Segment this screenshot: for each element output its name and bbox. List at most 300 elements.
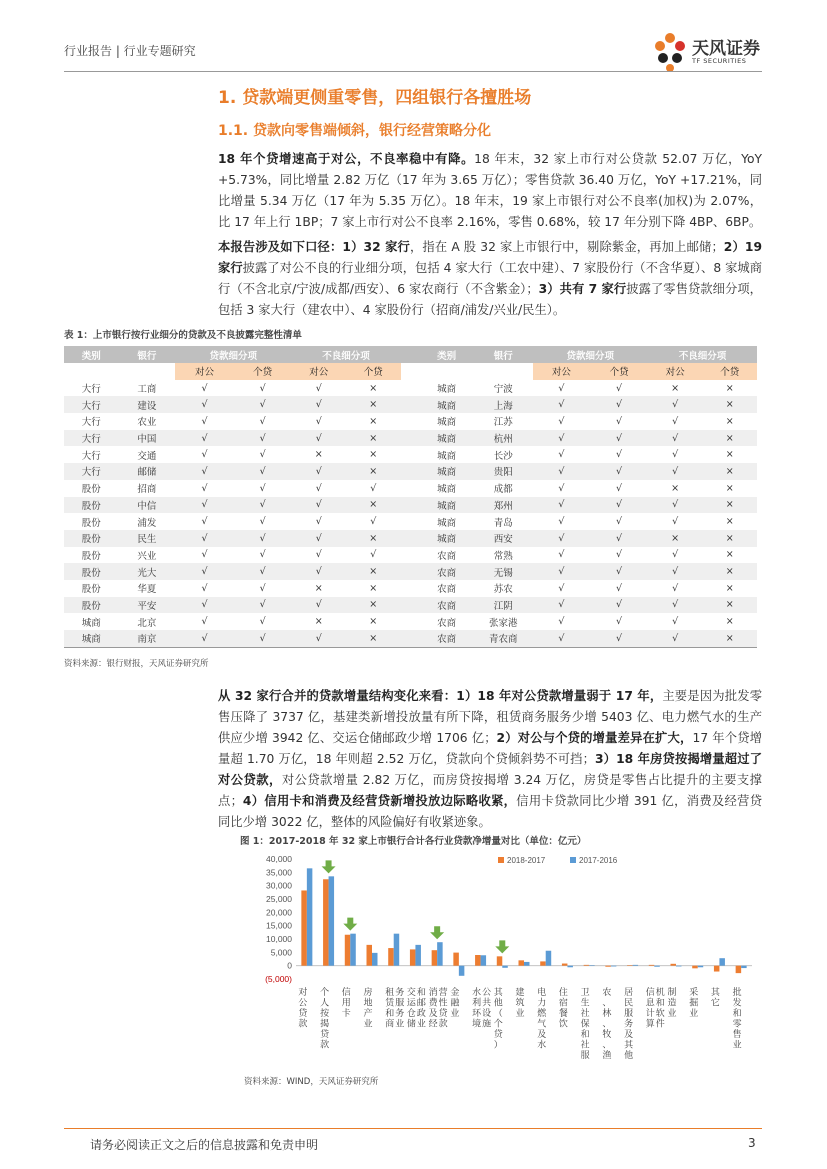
table-cell: × <box>346 497 401 514</box>
table-cell: √ <box>315 516 322 528</box>
table-cell: √ <box>370 516 377 528</box>
table-cell: √ <box>291 396 346 413</box>
table-cell: √ <box>533 597 591 614</box>
y-tick-label: 30,000 <box>266 880 292 891</box>
svg-text:业: 业 <box>515 1009 525 1019</box>
svg-text:仓: 仓 <box>406 1009 416 1019</box>
footer-divider <box>64 1128 762 1129</box>
report-header: 行业报告 | 行业专题研究 <box>64 44 196 58</box>
table-cell: √ <box>616 616 623 628</box>
spacer <box>401 446 420 463</box>
svg-text:卫: 卫 <box>580 988 590 998</box>
y-tick-label: (5,000) <box>265 974 292 984</box>
table-cell: 宁波 <box>493 384 513 396</box>
table-cell: √ <box>259 582 266 594</box>
svg-text:交: 交 <box>406 988 416 998</box>
table-cell: × <box>702 530 757 547</box>
table-cell: √ <box>590 497 648 514</box>
svg-text:租: 租 <box>385 988 395 998</box>
table-cell: × <box>725 549 734 561</box>
y-tick-label: 35,000 <box>266 867 292 878</box>
table-row <box>64 396 757 413</box>
x-tick-label <box>581 987 590 1061</box>
table-cell: √ <box>533 530 591 547</box>
table-title: 表 1：上市银行按行业细分的贷款及不良披露完整性清单 <box>64 330 302 341</box>
subheader-cell: 对公 <box>175 363 234 380</box>
table-cell: × <box>725 449 734 461</box>
table-cell: × <box>725 616 734 628</box>
table-cell: 大行 <box>64 463 119 480</box>
table-cell: √ <box>315 382 322 394</box>
table-row <box>64 446 757 463</box>
table-cell: √ <box>558 582 565 594</box>
x-tick-label <box>429 986 449 1030</box>
header-bank: 银行 <box>474 346 533 363</box>
chart-container <box>240 851 760 1069</box>
logo-name: 天风证券 <box>692 39 760 59</box>
svg-text:消: 消 <box>428 988 438 998</box>
svg-text:和: 和 <box>385 1009 395 1019</box>
bar-2018-8 <box>475 955 481 966</box>
subheader-cell: 对公 <box>533 363 591 380</box>
table-row <box>64 430 757 447</box>
svg-text:卡: 卡 <box>341 1009 351 1019</box>
x-tick-label <box>624 987 634 1061</box>
disclosure-table <box>64 346 757 648</box>
table-cell: √ <box>533 396 591 413</box>
svg-text:其: 其 <box>710 988 720 998</box>
svg-text:发: 发 <box>732 998 742 1009</box>
table-cell: 城商 <box>419 430 474 447</box>
table-cell: √ <box>259 382 266 394</box>
table-cell: √ <box>616 582 623 594</box>
table-cell: × <box>346 630 401 647</box>
table-cell: 杭州 <box>474 430 533 447</box>
table-cell: 股份 <box>81 550 101 562</box>
table-cell: √ <box>558 482 565 494</box>
svg-text:燃: 燃 <box>537 1009 547 1019</box>
table-cell: 大行 <box>64 430 119 447</box>
svg-text:邮: 邮 <box>416 998 426 1009</box>
svg-text:及: 及 <box>428 1009 438 1019</box>
table-cell: √ <box>370 549 377 561</box>
table-row <box>64 463 757 480</box>
p3-bold-3: 3）18 年房贷按揭增量超过了对公贷款， <box>218 752 762 787</box>
bar-2018-9 <box>497 956 503 965</box>
table-cell: × <box>369 582 378 594</box>
table-cell: √ <box>558 516 565 528</box>
svg-text:公: 公 <box>298 998 308 1009</box>
x-tick-label <box>450 986 460 1019</box>
p3-text-4: 信用卡贷款同比少增 391 亿，消费及经营贷同比少增 3022 亿，整体的风险偏好有收紧迹象。 <box>218 794 762 829</box>
svg-text:批: 批 <box>732 988 742 998</box>
table-cell: 大行 <box>64 396 119 413</box>
table-cell: × <box>346 597 401 614</box>
table-cell: √ <box>533 630 591 647</box>
x-tick-label <box>667 986 676 1019</box>
table-cell: √ <box>175 630 234 647</box>
table-cell: 上海 <box>474 396 533 413</box>
table-row <box>64 513 757 530</box>
table-cell: 青岛 <box>493 517 513 529</box>
table-cell: √ <box>259 616 266 628</box>
bar-2017-0 <box>307 868 313 965</box>
table-cell: 大行 <box>81 450 101 462</box>
table-cell: 城商 <box>437 450 457 462</box>
spacer <box>401 563 420 580</box>
y-tick-label: 15,000 <box>266 920 292 931</box>
y-tick-label: 40,000 <box>266 854 292 864</box>
table-cell: √ <box>616 516 623 528</box>
table-row <box>64 613 757 630</box>
svg-text:其: 其 <box>493 988 503 998</box>
svg-text:业: 业 <box>450 1009 460 1019</box>
paragraph-2 <box>218 237 762 321</box>
table-cell: √ <box>533 463 591 480</box>
bar-2017-15 <box>633 965 639 966</box>
table-cell: 招商 <box>137 484 157 496</box>
table-cell: √ <box>201 549 208 561</box>
bar-2018-14 <box>605 966 611 967</box>
spacer <box>401 547 420 564</box>
footer-disclaimer: 请务必阅读正文之后的信息披露和免责申明 <box>90 1138 319 1152</box>
svg-text:居: 居 <box>624 988 634 998</box>
svg-text:个: 个 <box>320 988 330 998</box>
svg-text:运: 运 <box>406 998 416 1009</box>
bar-2017-5 <box>415 945 421 966</box>
svg-text:商: 商 <box>385 1019 395 1030</box>
table-cell: 中国 <box>119 430 176 447</box>
bar-2018-15 <box>627 965 633 966</box>
bar-2017-4 <box>394 934 400 966</box>
table-cell: 民生 <box>119 530 176 547</box>
table-cell: 城商 <box>419 463 474 480</box>
svg-text:产: 产 <box>363 1009 373 1019</box>
svg-text:气: 气 <box>537 1019 547 1030</box>
blank-cell <box>419 363 474 380</box>
svg-text:社: 社 <box>580 1009 590 1019</box>
table-cell: √ <box>234 396 292 413</box>
svg-text:业: 业 <box>667 1009 677 1019</box>
p2-bold-1: 本报告涉及如下口径：1）32 家行 <box>218 240 410 254</box>
table-cell: √ <box>648 430 703 447</box>
table-cell: 江阴 <box>474 597 533 614</box>
table-cell: × <box>648 530 703 547</box>
svg-text:和: 和 <box>655 998 665 1009</box>
svg-text:社: 社 <box>580 1040 590 1051</box>
svg-text:用: 用 <box>341 998 351 1009</box>
svg-text:业: 业 <box>732 1040 742 1051</box>
blank-cell <box>64 363 119 380</box>
table-cell: √ <box>201 415 208 427</box>
table-cell: 农商 <box>437 550 457 562</box>
table-cell: 城商 <box>419 530 474 547</box>
table-cell: √ <box>234 463 292 480</box>
x-tick-label <box>559 986 568 1030</box>
table-cell: √ <box>291 530 346 547</box>
paragraph-1-body: 18 年末，32 家上市行对公贷款 52.07 万亿，YoY +5.73%，同比增量 2.82 万亿（17 年为 3.65 万亿）；零售贷款 36.40 万亿，YoY +17.21%，同比增量 5.34 万亿（17 年为 5.35 万亿）。18 年末，19 家上市银行对公不良率(加权)为 2.07%，比 17 年上行 1BP；7 家上市行对公不良率 2.16%，零售 0.68%，较 17 年分别下降 4BP、6BP。 <box>218 152 762 229</box>
table-cell: 南京 <box>119 630 176 647</box>
spacer <box>401 480 420 497</box>
bar-2017-13 <box>589 965 595 966</box>
spacer <box>401 413 420 430</box>
p3-bold-1: 从 32 家行合并的贷款增量结构变化来看：1）18 年对公贷款增量弱于 17 年， <box>218 689 663 703</box>
highlight-arrow-icon <box>322 860 336 873</box>
table-cell: √ <box>616 415 623 427</box>
svg-text:餐: 餐 <box>558 1009 568 1019</box>
p2-text-1: ，指在 A 股 32 家上市银行中，剔除紫金，再加上邮储； <box>409 240 724 254</box>
spacer <box>401 363 420 380</box>
table-cell: √ <box>590 563 648 580</box>
svg-text:饮: 饮 <box>558 1019 568 1030</box>
bar-2017-11 <box>546 951 552 966</box>
header-bank: 银行 <box>119 346 176 363</box>
bar-2018-11 <box>540 961 546 965</box>
table-row <box>64 580 757 597</box>
svg-text:）: ） <box>493 1040 503 1051</box>
y-tick-label: 25,000 <box>266 894 292 904</box>
table-cell: × <box>702 630 757 647</box>
table-cell: × <box>314 582 323 594</box>
bar-2017-9 <box>502 966 508 968</box>
table-cell: √ <box>175 497 234 514</box>
table-cell: √ <box>291 463 346 480</box>
svg-text:款: 款 <box>298 1019 308 1030</box>
table-cell: 股份 <box>64 597 119 614</box>
bar-2017-3 <box>372 953 378 966</box>
table-cell: × <box>702 463 757 480</box>
bar-2018-16 <box>649 965 655 966</box>
svg-text:款: 款 <box>438 1019 448 1030</box>
bar-2018-6 <box>432 950 438 965</box>
table-cell: √ <box>648 497 703 514</box>
svg-text:储: 储 <box>406 1019 416 1030</box>
bar-2017-12 <box>567 966 573 968</box>
svg-text:环: 环 <box>472 1009 482 1019</box>
svg-text:造: 造 <box>667 998 677 1009</box>
table-cell: √ <box>648 463 703 480</box>
legend-label: 2017-2016 <box>579 856 618 865</box>
x-tick-label <box>363 986 372 1030</box>
table-cell: √ <box>291 630 346 647</box>
svg-text:宿: 宿 <box>558 998 568 1009</box>
svg-text:按: 按 <box>320 1009 330 1019</box>
paragraph-1-lead: 18 年个贷增速高于对公，不良率稳中有降。 <box>218 152 475 166</box>
x-tick-label <box>298 986 308 1030</box>
svg-text:民: 民 <box>624 998 634 1009</box>
bar-2017-7 <box>459 966 465 976</box>
y-tick-label: 5,000 <box>270 947 292 958</box>
table-cell: 西安 <box>474 530 533 547</box>
svg-text:贷: 贷 <box>298 1009 308 1019</box>
table-cell: 股份 <box>81 484 101 496</box>
svg-text:电: 电 <box>537 988 547 998</box>
table-cell: √ <box>590 630 648 647</box>
svg-text:务: 务 <box>624 1019 634 1030</box>
legend-label: 2018-2017 <box>507 856 546 865</box>
table-cell: √ <box>590 463 648 480</box>
table-row <box>64 547 757 564</box>
svg-text:信: 信 <box>645 988 655 998</box>
table-row <box>64 530 757 547</box>
svg-text:他: 他 <box>493 998 503 1009</box>
table-cell: × <box>702 430 757 447</box>
svg-text:和: 和 <box>416 988 426 998</box>
table-cell: √ <box>259 415 266 427</box>
svg-text:保: 保 <box>580 1019 590 1030</box>
subheader-cell: 个贷 <box>590 363 648 380</box>
table-cell: 农业 <box>137 417 157 429</box>
table-cell: 城商 <box>419 497 474 514</box>
table-cell: 大行 <box>81 417 101 429</box>
spacer <box>401 396 420 413</box>
table-cell: √ <box>533 497 591 514</box>
table-cell: 农商 <box>419 630 474 647</box>
x-tick-label <box>385 986 404 1030</box>
table-cell: 江苏 <box>493 417 513 429</box>
table-cell: 苏农 <box>493 584 513 596</box>
subheader-cell: 对公 <box>291 363 346 380</box>
table-cell: × <box>369 616 378 628</box>
x-tick-label <box>494 986 504 1051</box>
spacer <box>401 597 420 614</box>
svg-text:筑: 筑 <box>515 998 525 1009</box>
svg-text:性: 性 <box>438 998 448 1009</box>
table-cell: 大行 <box>81 384 101 396</box>
table-cell: √ <box>175 463 234 480</box>
p2-text-2: 披露了对公不良的行业细分项，包括 4 家大行（工农中建）、7 家股份行（不含华夏）、8 家城商行（不含北京/宁波/成都/西安）、6 家农商行（不含紫金）； <box>218 261 762 296</box>
svg-text:（: （ <box>493 1009 503 1019</box>
svg-text:融: 融 <box>450 998 460 1009</box>
table-cell: 城商 <box>419 396 474 413</box>
table-subheader-row <box>64 363 757 380</box>
table-cell: 成都 <box>493 484 513 496</box>
table-cell: √ <box>648 396 703 413</box>
x-tick-label <box>515 986 524 1019</box>
table-cell: √ <box>175 530 234 547</box>
svg-text:息: 息 <box>645 998 655 1009</box>
figure-source: 资料来源：WIND，天风证券研究所 <box>244 1077 379 1087</box>
svg-text:售: 售 <box>732 1030 742 1040</box>
svg-text:施: 施 <box>482 1019 492 1030</box>
svg-text:赁: 赁 <box>385 998 395 1009</box>
table-cell: √ <box>175 563 234 580</box>
table-cell: 农商 <box>419 563 474 580</box>
header-loan-detail: 贷款细分项 <box>533 346 648 363</box>
table-cell: 张家港 <box>488 617 518 629</box>
highlight-arrow-icon <box>430 926 444 939</box>
table-cell: √ <box>259 482 266 494</box>
svg-text:营: 营 <box>438 988 448 998</box>
table-cell: × <box>725 482 734 494</box>
table-cell: √ <box>291 430 346 447</box>
table-cell: × <box>346 563 401 580</box>
header-loan-detail: 贷款细分项 <box>175 346 291 363</box>
bar-2018-10 <box>519 960 525 965</box>
table-cell: × <box>702 497 757 514</box>
x-tick-label <box>689 986 698 1019</box>
bar-2018-3 <box>367 945 373 966</box>
bar-2017-2 <box>350 934 356 966</box>
section-heading: 1. 贷款端更侧重零售，四组银行各擅胜场 <box>218 88 532 108</box>
bar-2018-2 <box>345 935 351 966</box>
page-number: 3 <box>748 1136 756 1150</box>
svg-text:农: 农 <box>602 988 612 998</box>
table-cell: 城商 <box>437 384 457 396</box>
svg-text:牧: 牧 <box>602 1030 612 1040</box>
bar-2018-4 <box>388 948 394 966</box>
table-cell: × <box>314 616 323 628</box>
subheader-cell: 个贷 <box>346 363 401 380</box>
x-tick-label <box>733 986 742 1051</box>
x-tick-label <box>407 986 426 1030</box>
bar-2018-7 <box>453 953 459 966</box>
spacer <box>401 380 420 397</box>
svg-text:个: 个 <box>493 1019 503 1030</box>
table-cell: × <box>725 582 734 594</box>
table-cell: √ <box>201 482 208 494</box>
svg-text:计: 计 <box>645 1009 655 1019</box>
table-cell: √ <box>672 582 679 594</box>
svg-text:机: 机 <box>655 988 665 998</box>
table-cell: √ <box>259 449 266 461</box>
table-cell: √ <box>370 482 377 494</box>
x-tick-label <box>602 986 611 1061</box>
bar-2018-20 <box>736 966 742 973</box>
table-cell: √ <box>175 430 234 447</box>
svg-text:渔: 渔 <box>602 1051 612 1061</box>
bar-2018-0 <box>301 890 307 965</box>
bar-2017-18 <box>698 966 704 968</box>
svg-text:境: 境 <box>472 1019 482 1030</box>
svg-text:揭: 揭 <box>320 1019 330 1030</box>
svg-text:力: 力 <box>537 998 547 1009</box>
bar-2018-18 <box>692 966 698 969</box>
table-cell: 华夏 <box>137 584 157 596</box>
svg-text:费: 费 <box>428 998 438 1009</box>
table-cell: √ <box>672 549 679 561</box>
spacer <box>401 613 420 630</box>
svg-text:共: 共 <box>482 998 492 1009</box>
table-cell: √ <box>590 597 648 614</box>
svg-text:服: 服 <box>624 1009 634 1019</box>
p3-text-3: 对公贷款增量 2.82 万亿，而房贷按揭增 3.24 万亿，房贷是零售占比提升的主要支撑点； <box>218 773 762 808</box>
table-cell: 股份 <box>81 517 101 529</box>
table-row <box>64 480 757 497</box>
bar-2018-13 <box>584 965 590 966</box>
logo-flower-icon <box>650 28 690 74</box>
header-npl-detail: 不良细分项 <box>291 346 400 363</box>
svg-text:生: 生 <box>580 998 590 1009</box>
table-cell: × <box>369 415 378 427</box>
svg-text:零: 零 <box>732 1019 742 1030</box>
subheader-cell: 个贷 <box>702 363 757 380</box>
table-cell: √ <box>234 430 292 447</box>
p2-bold-3: 3）共有 7 家行 <box>538 282 627 296</box>
table-cell: × <box>671 382 680 394</box>
svg-text:及: 及 <box>537 1030 547 1040</box>
svg-text:信: 信 <box>341 988 351 998</box>
svg-text:、: 、 <box>602 998 612 1009</box>
table-row <box>64 597 757 614</box>
header-divider <box>64 71 762 72</box>
paragraph-3 <box>218 686 762 833</box>
svg-text:及: 及 <box>624 1030 634 1040</box>
svg-text:业: 业 <box>416 1019 426 1030</box>
table-cell: 光大 <box>119 563 176 580</box>
table-cell: × <box>702 396 757 413</box>
svg-text:、: 、 <box>602 1040 612 1051</box>
